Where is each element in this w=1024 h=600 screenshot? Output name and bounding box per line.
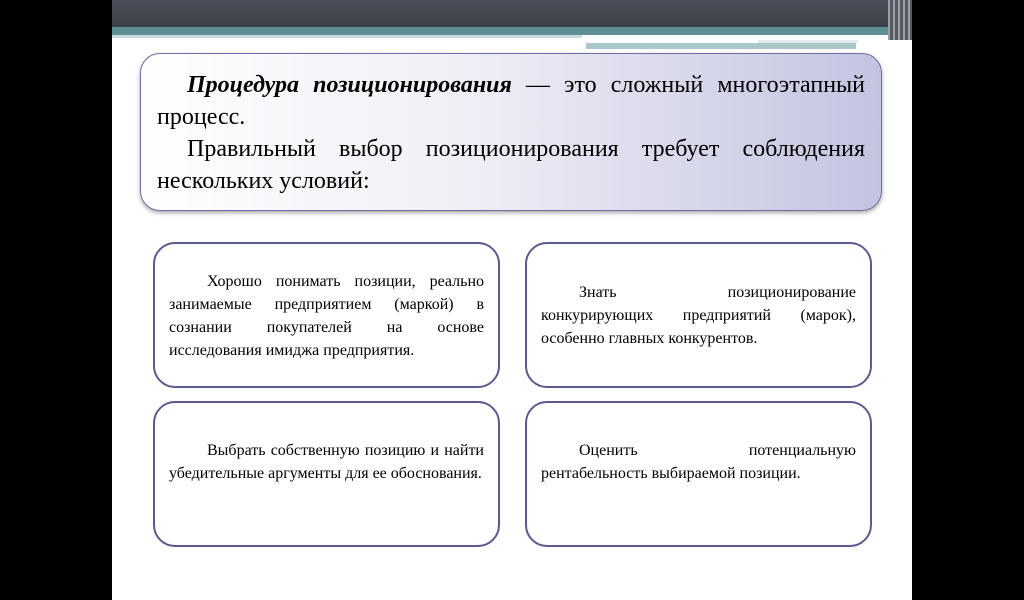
- intro-box: [140, 53, 882, 211]
- condition-text: Выбрать собственную позицию и найти убедительные аргументы для ее обоснования.: [169, 442, 484, 482]
- header-stripes: [888, 0, 912, 40]
- condition-card-3: [153, 401, 500, 547]
- condition-text: Оценить потенциальную рентабельность выбираемой позиции.: [541, 442, 856, 482]
- header-accent-line-light: [112, 35, 582, 38]
- definition-paragraph: [157, 69, 865, 133]
- slide: [112, 0, 912, 600]
- condition-card-4: [525, 401, 872, 547]
- condition-card-2: [525, 242, 872, 388]
- condition-card-1: [153, 242, 500, 388]
- header-accent-line: [112, 27, 912, 35]
- conditions-intro-paragraph: Правильный выбор позиционирования требует соблюдения нескольких условий:: [157, 136, 865, 194]
- definition-text: — это сложный многоэтапный процесс.: [157, 72, 866, 130]
- header-accent-line-light: [586, 43, 856, 49]
- condition-text: Знать позиционирование конкурирующих предприятий (марок), особенно главных конкурентов.: [541, 283, 856, 347]
- definition-term: Процедура позиционирования: [187, 72, 512, 98]
- header-band: [112, 0, 912, 27]
- condition-text: Хорошо понимать позиции, реально занимаемые предприятием (маркой) в сознании покупателей на основе исследования имиджа предприятия.: [169, 273, 484, 359]
